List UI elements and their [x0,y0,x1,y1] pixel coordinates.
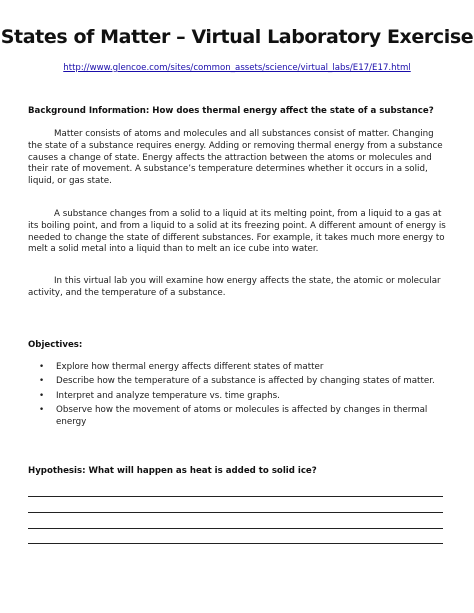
list-item [28,376,448,388]
bullet-icon: • [39,405,45,416]
answer-line[interactable] [28,528,443,529]
background-paragraph-3 [28,276,448,300]
list-item-text: Interpret and analyze temperature vs. time graphs. [56,390,280,401]
bullet-icon: • [39,376,45,387]
document-title: States of Matter – Virtual Laboratory Exercise [0,26,474,48]
answer-line[interactable] [28,543,443,544]
objectives-list [28,362,448,432]
list-item [28,405,448,429]
list-item [28,362,448,374]
background-paragraph-1 [28,129,448,188]
list-item-text: Observe how the movement of atoms or molecules is affected by changes in thermal energy [56,405,428,428]
lab-url-link[interactable]: http://www.glencoe.com/sites/common_assets/science/virtual_labs/E17/E17.html [63,63,411,73]
answer-line[interactable] [28,512,443,513]
objectives-heading: Objectives: [28,340,83,350]
list-item-text: Explore how thermal energy affects different states of matter [56,362,324,372]
list-item [28,391,448,403]
background-heading: Background Information: How does thermal energy affect the state of a substance? [28,106,434,116]
list-item-text: Describe how the temperature of a substance is affected by changing states of matter. [56,376,435,387]
paragraph-text: In this virtual lab you will examine how energy affects the state, the atomic or molecular activity, and the temperature of a substance. [28,276,441,298]
bullet-icon: • [39,390,45,401]
paragraph-text: A substance changes from a solid to a liquid at its melting point, from a liquid to a gas at its boiling point, and from a liquid to a solid at its freezing point. A different amount of energy is needed to change the state of different substances. For example, it takes much more energy to melt a solid metal into a liquid than to melt an ice cube into water. [28,209,446,255]
answer-line[interactable] [28,496,443,497]
hypothesis-heading: Hypothesis: What will happen as heat is added to solid ice? [28,466,317,476]
background-paragraph-2 [28,209,448,256]
paragraph-text: Matter consists of atoms and molecules and all substances consist of matter. Changing the state of a substance requires energy. Adding or removing thermal energy from a substance causes a change of state. Energy affects the attraction between the atoms or molecules and their rate of movement. A substance’s temperature determines whether it occurs in a solid, liquid, or gas state. [28,129,443,187]
bullet-icon: • [39,362,45,372]
